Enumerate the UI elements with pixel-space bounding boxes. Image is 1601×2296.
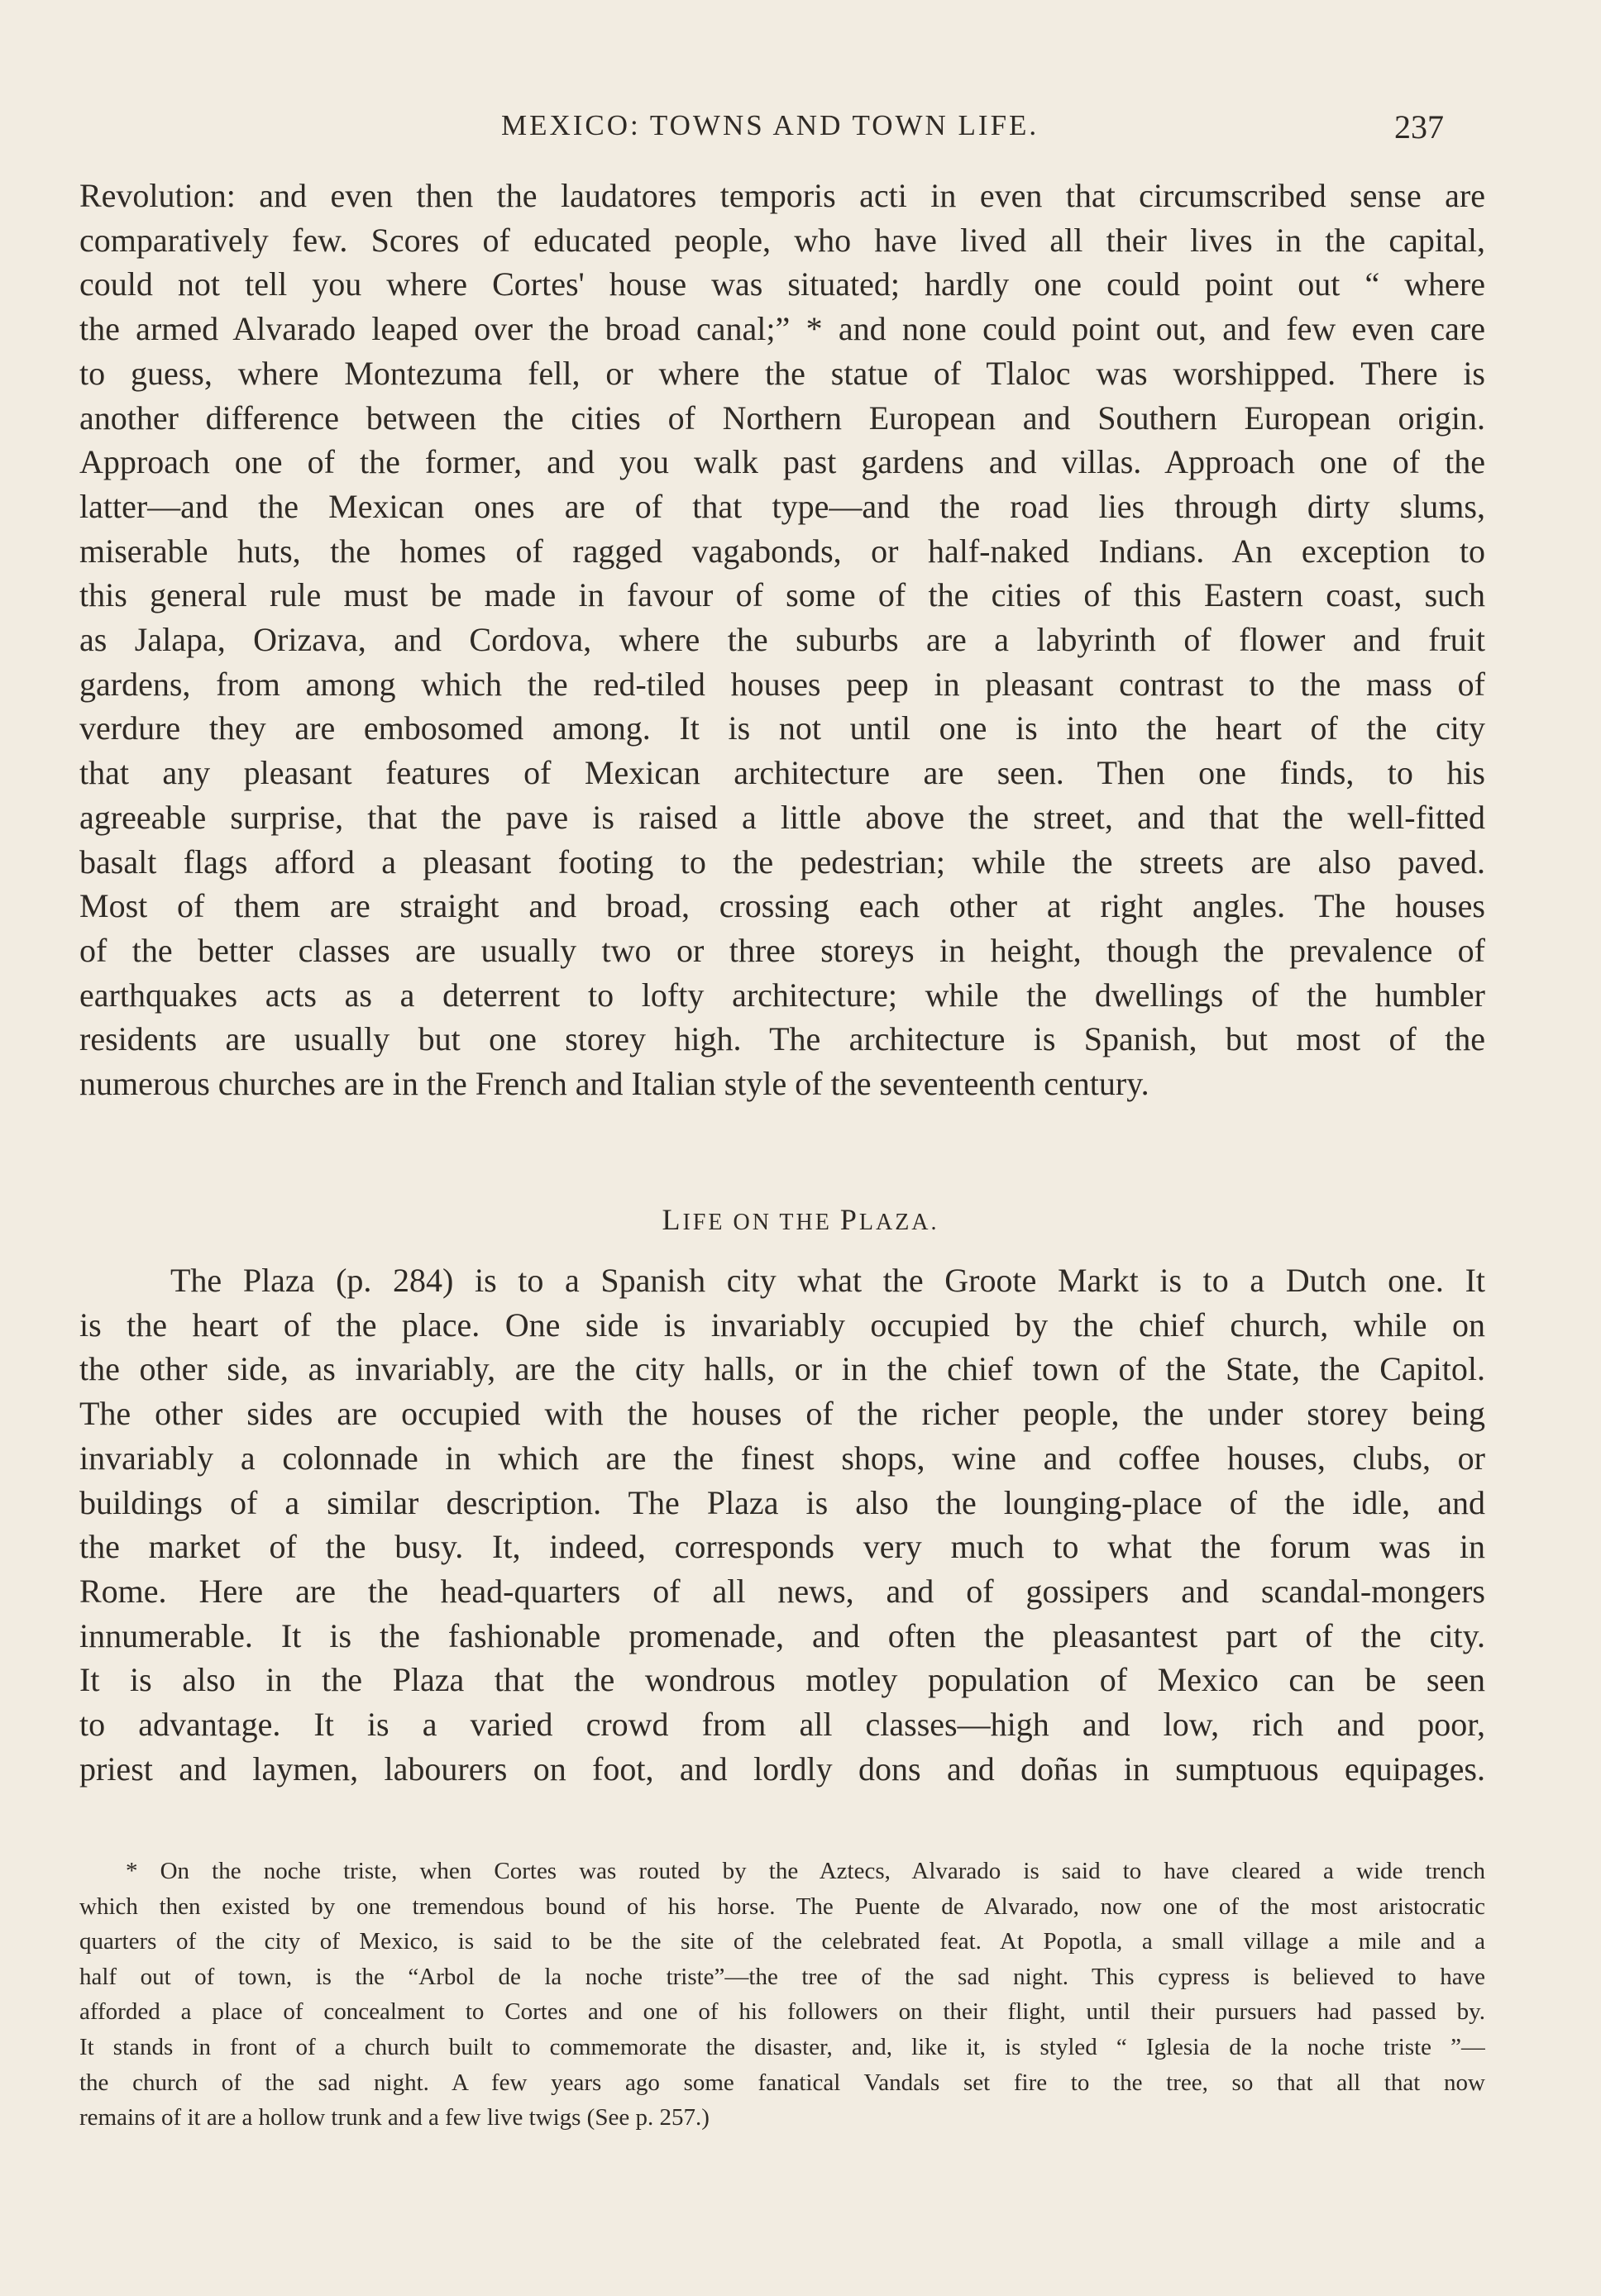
text-line: that any pleasant features of Mexican architecture are seen. Then one finds, to his [79, 754, 1485, 792]
text-line: basalt flags afford a pleasant footing to the pedestrian; while the streets are also paved. [79, 843, 1485, 881]
text-line: to guess, where Montezuma fell, or where the statue of Tlaloc was worshipped. There is [79, 354, 1485, 392]
heading-smallcaps-end: LAZA. [858, 1210, 939, 1235]
page-number: 237 [1394, 108, 1444, 146]
text-line: residents are usually but one storey high. The architecture is Spanish, but most of the [79, 1020, 1485, 1058]
footnote-line: quarters of the city of Mexico, is said to be the site of the celebrated feat. At Popotla, a small village a mile and a [79, 1928, 1485, 1955]
text-line: the market of the busy. It, indeed, corresponds very much to what the forum was in [79, 1528, 1485, 1566]
text-line: Approach one of the former, and you walk past gardens and villas. Approach one of the [79, 443, 1485, 481]
text-line: the armed Alvarado leaped over the broad canal;” * and none could point out, and few even care [79, 310, 1485, 348]
text-line: The Plaza (p. 284) is to a Spanish city what the Groote Markt is to a Dutch one. It [170, 1262, 1485, 1299]
text-line: is the heart of the place. One side is invariably occupied by the chief church, while on [79, 1306, 1485, 1344]
text-line: the other side, as invariably, are the city halls, or in the chief town of the State, the Capitol. [79, 1350, 1485, 1388]
text-line: this general rule must be made in favour of some of the cities of this Eastern coast, such [79, 576, 1485, 614]
plaza-paragraph [79, 1258, 1485, 1791]
text-line: numerous churches are in the French and Italian style of the seventeenth century. [79, 1065, 1149, 1103]
text-line: invariably a colonnade in which are the finest shops, wine and coffee houses, clubs, or [79, 1439, 1485, 1477]
heading-initial-p: P [839, 1203, 859, 1236]
text-line: to advantage. It is a varied crowd from all classes—high and low, rich and poor, [79, 1706, 1485, 1744]
footnote [79, 1854, 1485, 2136]
text-line: miserable huts, the homes of ragged vagabonds, or half-naked Indians. An exception to [79, 532, 1485, 570]
text-line: earthquakes acts as a deterrent to lofty architecture; while the dwellings of the humbler [79, 976, 1485, 1014]
footnote-line: remains of it are a hollow trunk and a few live twigs (See p. 257.) [79, 2104, 710, 2131]
footnote-line: half out of town, is the “Arbol de la noche triste”—the tree of the sad night. This cypress is believed to have [79, 1963, 1485, 1990]
text-line: innumerable. It is the fashionable promenade, and often the pleasantest part of the city. [79, 1616, 1485, 1654]
text-line: Rome. Here are the head-quarters of all news, and of gossipers and scandal-mongers [79, 1572, 1485, 1610]
text-line: priest and laymen, labourers on foot, and lordly dons and doñas in sumptuous equipages. [79, 1749, 1485, 1788]
text-line: agreeable surprise, that the pave is raised a little above the street, and that the well-fitted [79, 798, 1485, 836]
text-line: verdure they are embosomed among. It is not until one is into the heart of the city [79, 709, 1485, 747]
footnote-line: afforded a place of concealment to Cortes and one of his followers on their flight, until their pursuers had passed by. [79, 1998, 1485, 2026]
text-line: Most of them are straight and broad, crossing each other at right angles. The houses [79, 887, 1485, 925]
text-line: as Jalapa, Orizava, and Cordova, where the suburbs are a labyrinth of flower and fruit [79, 621, 1485, 659]
heading-smallcaps: IFE ON THE [682, 1210, 840, 1235]
text-line: of the better classes are usually two or three storeys in height, though the prevalence of [79, 931, 1485, 969]
text-line: Revolution: and even then the laudatores temporis acti in even that circumscribed sense are [79, 177, 1485, 214]
heading-initial: L [662, 1203, 683, 1236]
text-line: It is also in the Plaza that the wondrous motley population of Mexico can be seen [79, 1661, 1485, 1699]
text-line: buildings of a similar description. The Plaza is also the lounging-place of the idle, and [79, 1483, 1485, 1521]
footnote-line: the church of the sad night. A few years ago some fanatical Vandals set fire to the tree, so that all that now [79, 2069, 1485, 2096]
footnote-line: It stands in front of a church built to commemorate the disaster, and, like it, is styled “ Iglesia de la noche triste ”— [79, 2033, 1485, 2060]
paragraph-continued [79, 174, 1485, 1106]
text-line: gardens, from among which the red-tiled houses peep in pleasant contrast to the mass of [79, 665, 1485, 703]
text-line: comparatively few. Scores of educated people, who have lived all their lives in the capital, [79, 221, 1485, 259]
text-line: latter—and the Mexican ones are of that type—and the road lies through dirty slums, [79, 487, 1485, 525]
running-title: MEXICO: TOWNS AND TOWN LIFE. [501, 109, 1039, 141]
section-heading [0, 1202, 1601, 1237]
text-line: The other sides are occupied with the houses of the richer people, the under storey being [79, 1395, 1485, 1433]
text-line: could not tell you where Cortes' house was situated; hardly one could point out “ where [79, 265, 1485, 303]
footnote-line: which then existed by one tremendous bound of his horse. The Puente de Alvarado, now one of the most aristocratic [79, 1893, 1485, 1920]
text-line: another difference between the cities of Northern European and Southern European origin. [79, 399, 1485, 437]
footnote-line: * On the noche triste, when Cortes was routed by the Aztecs, Alvarado is said to have cleared a wide trench [126, 1858, 1485, 1884]
running-head [0, 109, 1601, 146]
